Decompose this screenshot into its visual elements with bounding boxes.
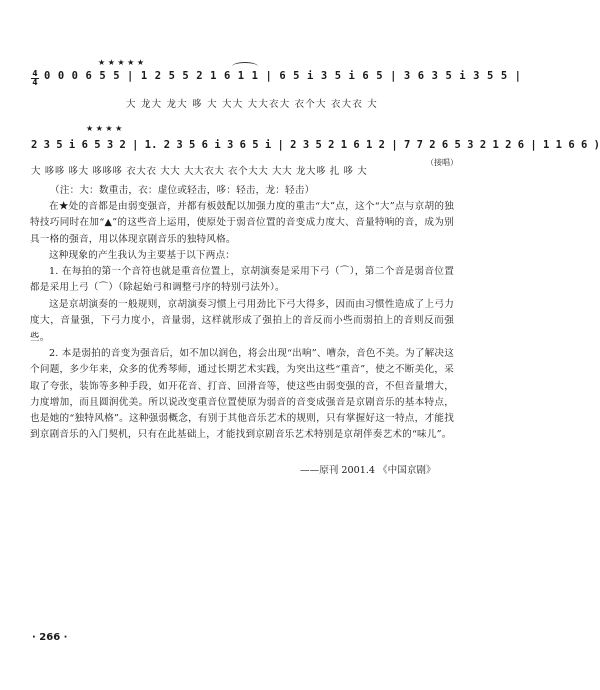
source-citation: ——原刊 2001.4 《中国京剧》: [300, 465, 436, 476]
body-paragraph-1: 在★处的音都是由弱变强音，并都有板鼓配以加强力度的重击“大”点，这个“大”点与京胡的独特技巧同时在加“▲”的这些音上运用，使原处于弱音位置的音变成力度大、音量特响的音，成为别具一格的强音，用以体现京剧音乐的独特风格。: [30, 201, 454, 245]
score-row2-accent-marks: ★ ★ ★ ★: [86, 124, 123, 133]
body-paragraph-3: 1. 在每拍的第一个音符也就是重音位置上，京胡演奏是采用下弓（⌒），第二个音是弱音位置都是采用上弓（⌒）（除起始弓和调整弓序的特别弓法外）。: [30, 266, 454, 294]
score-row2-notation: 2 3 5 i 6 5 3 2 | 1. 2 3 5 6 i 3 6 5 i | 2 3 5 2 1 6 1 2 | 7 7 2 6 5 3 2 1 2 6 | 1 1 6 6 ): [31, 139, 600, 151]
body-paragraph-4: 这是京胡演奏的一般规则，京胡演奏习惯上弓用劲比下弓大得多，因而由习惯性造成了上弓力度大，音量强，下弓力度小，音量弱，这样就形成了强拍上的音反而小些而弱拍上的音则反而强些。: [30, 299, 454, 343]
time-signature-top: 4: [32, 69, 38, 78]
score-row1-lyrics: 大 龙大 龙大 哆 大 大大 大大衣大 衣个大 衣大衣 大: [126, 99, 378, 110]
score-row1-notation: 0 0 0 6 5 5 | 1 2 5 5 2 1 6 1 1 | 6 5 i 3 5 i 6 5 | 3 6 3 5 i 3 5 5 |: [44, 70, 522, 82]
time-signature: [30, 70, 40, 86]
notation-legend-note: （注：大：数重击，衣：虚位或轻击，哆：轻击，龙：轻击）: [50, 185, 315, 196]
body-paragraph-5: 2. 本是弱拍的音变为强音后，如不加以润色，将会出现“出响”、嘈杂，音色不美。为了解决这个问题，多少年来，众多的优秀琴师，通过长期艺术实践，为突出这些“重音”，使之不断美化，采取了夸张，装饰等多种手段，如开花音、打音、回滑音等，使这些由弱变强的音，不但音量增大，力度增加，而且圆润优美。所以说改变重音位置使原为弱音的音变成强音是京剧音乐的基本特点，也是她的“独特风格”。这种强弱概念，有别于其他音乐艺术的规则，只有掌握好这一特点，才能找到京剧音乐的入门契机，只有在此基础上，才能找到京剧音乐艺术特别是京胡伴奏艺术的“味儿”。: [30, 348, 454, 441]
score-row2-lyrics: 大 哆哆 哆大 哆哆哆 衣大衣 大大 大大衣大 衣个大大 大大 龙大哆 扎 哆 大: [31, 166, 368, 177]
page-number: · 266 ·: [32, 632, 68, 643]
time-signature-bottom: 4: [32, 78, 38, 87]
continue-singing-mark: （接唱）: [426, 158, 458, 167]
score-row1-accent-marks: ★ ★ ★ ★ ★: [98, 58, 145, 67]
body-paragraph-2: 这种现象的产生我认为主要基于以下两点：: [49, 250, 236, 261]
